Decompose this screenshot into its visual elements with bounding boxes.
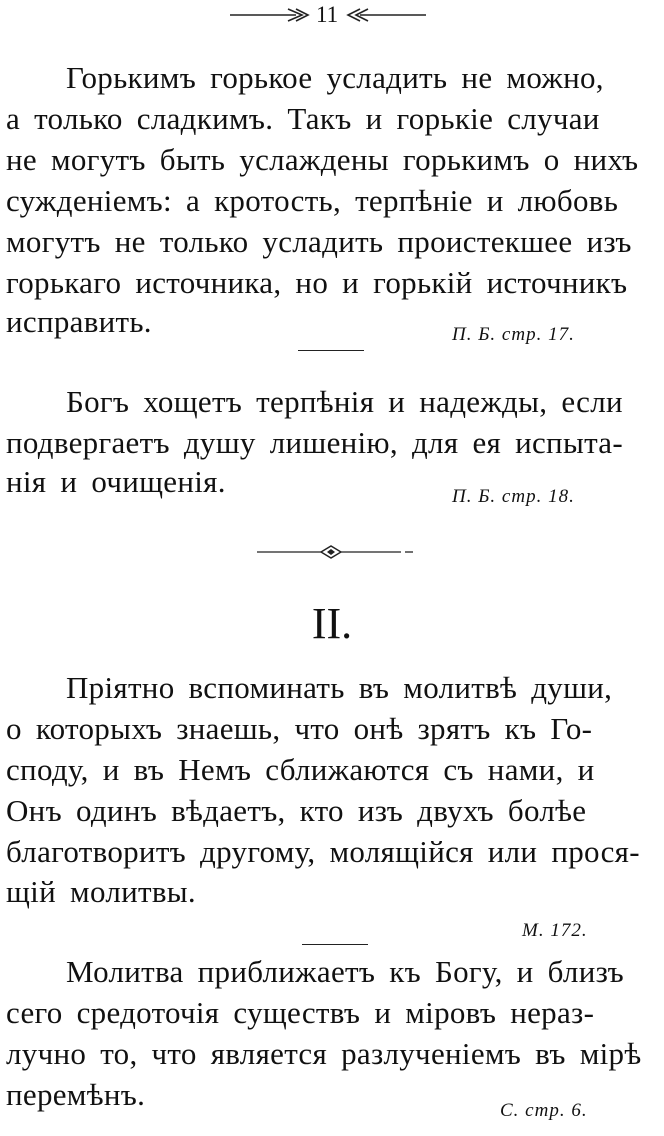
text-line: нія и очищенія.	[6, 464, 226, 499]
text-line: споду, и въ Немъ сближаются съ нами, и	[6, 752, 595, 787]
text-line: Горькимъ горькое усладить не можно,	[66, 60, 604, 95]
citation: П. Б. стр. 18.	[452, 486, 575, 507]
text-line: Пріятно вспоминать въ молитвѣ души,	[66, 670, 613, 705]
text-line: благотворитъ другому, молящійся или прося-	[6, 834, 640, 869]
citation: С. стр. 6.	[500, 1100, 588, 1121]
text-line: горькаго источника, но и горькій источникъ	[6, 265, 628, 300]
text-line: Молитва приближаетъ къ Богу, и близъ	[66, 954, 624, 989]
section-heading: II.	[311, 599, 353, 648]
text-line: могутъ не только усладить проистекшее изъ	[6, 224, 632, 259]
text-line: сужденіемъ: а кротость, терпѣніе и любовь	[6, 183, 619, 218]
section-divider-ornament	[255, 542, 415, 562]
text-line: Богъ хощетъ терпѣнія и надежды, если	[66, 384, 623, 419]
separator-rule	[298, 350, 364, 351]
text-line: сего средоточія существъ и міровъ нераз-	[6, 995, 595, 1030]
text-line: о которыхъ знаешь, что онѣ зрятъ къ Го-	[6, 711, 593, 746]
text-line: не могутъ быть услаждены горькимъ о нихъ	[6, 142, 639, 177]
left-arrow-ornament	[228, 7, 310, 23]
citation: М. 172.	[522, 920, 588, 941]
page-header	[0, 2, 664, 28]
page-number: 11	[316, 2, 339, 27]
text-line: щій молитвы.	[6, 874, 196, 909]
text-line: лучно то, что является разлученіемъ въ мірѣ	[6, 1036, 642, 1071]
text-line: исправить.	[6, 304, 152, 339]
citation: П. Б. стр. 17.	[452, 324, 575, 345]
right-arrow-ornament	[346, 7, 428, 23]
text-line: перемѣнъ.	[6, 1077, 146, 1112]
text-line: а только сладкимъ. Такъ и горькіе случаи	[6, 101, 600, 136]
text-line: подвергаетъ душу лишенію, для ея испыта-	[6, 425, 623, 460]
text-line: Онъ одинъ вѣдаетъ, кто изъ двухъ болѣе	[6, 793, 587, 828]
separator-rule	[302, 944, 368, 945]
